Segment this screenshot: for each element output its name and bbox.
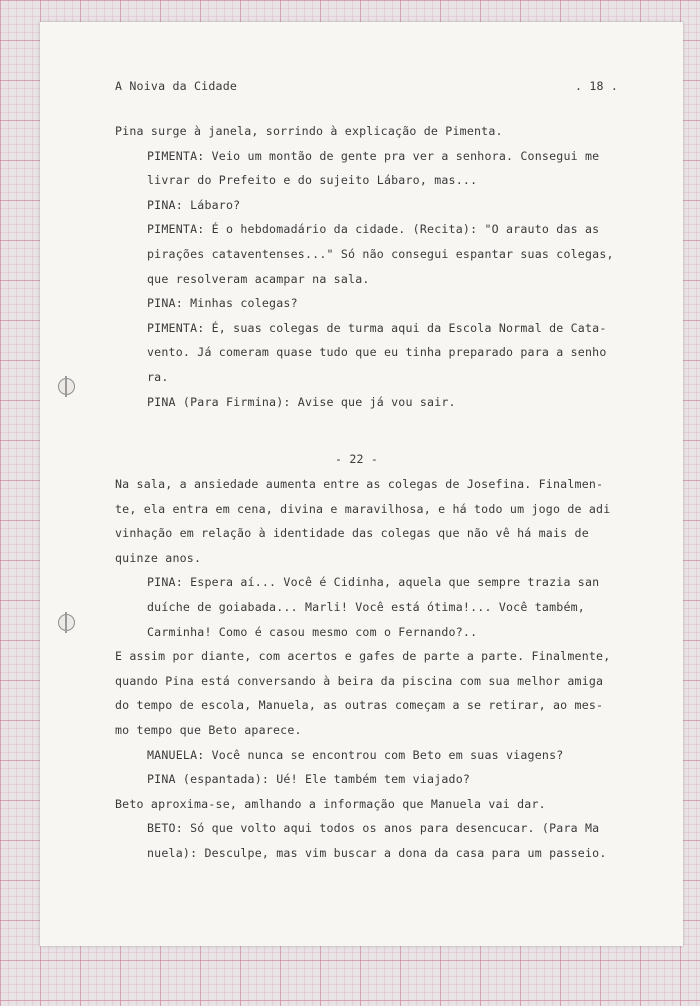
text-line: PINA: Minhas colegas? (147, 296, 298, 311)
text-line: pirações cataventenses..." Só não consegui espantar suas colegas, (147, 247, 614, 261)
text-line: MANUELA: Você nunca se encontrou com Beto em suas viagens? (147, 747, 564, 762)
scene-number: - 22 - (335, 452, 379, 466)
text-line: Na sala, a ansiedade aumenta entre as colegas de Josefina. Finalmen- (115, 477, 604, 491)
text-line: que resolveram acampar na sala. (147, 271, 370, 286)
text-line: vento. Já comeram quase tudo que eu tinha preparado para a senho (147, 345, 607, 360)
text-line: quinze anos. (115, 550, 202, 565)
text-line: PIMENTA: Veio um montão de gente pra ver a senhora. Consegui me (147, 148, 600, 163)
bleed-through-mark (370, 927, 500, 951)
text-line: PINA (espantada): Ué! Ele também tem viajado? (147, 772, 471, 787)
text-line: Carminha! Como é casou mesmo com o Fernando?.. (147, 624, 478, 639)
typed-page (40, 22, 683, 946)
document-title: A Noiva da Cidade (115, 79, 238, 93)
punch-hole-top (58, 378, 75, 395)
text-line: PINA: Espera aí... Você é Cidinha, aquela que sempre trazia san (147, 575, 600, 590)
text-line: PIMENTA: É, suas colegas de turma aqui da Escola Normal de Cata- (147, 320, 607, 335)
text-line: nuela): Desculpe, mas vim buscar a dona da casa para um passeio. (147, 846, 607, 860)
text-line: ra. (147, 370, 169, 384)
text-line: PIMENTA: É o hebdomadário da cidade. (Recita): "O arauto das as (147, 222, 600, 237)
text-line: do tempo de escola, Manuela, as outras começam a se retirar, ao mes- (115, 698, 604, 713)
text-line: Pina surge à janela, sorrindo à explicação de Pimenta. (115, 124, 503, 138)
text-line: te, ela entra em cena, divina e maravilhosa, e há todo um jogo de adi (115, 501, 611, 516)
text-line: Beto aproxima-se, amlhando a informação que Manuela vai dar. (115, 796, 546, 811)
page-number: . 18 . (575, 79, 619, 93)
text-line: vinhação em relação à identidade das colegas que não vê há mais de (115, 526, 589, 541)
text-line: BETO: Só que volto aqui todos os anos para desencucar. (Para Ma (147, 821, 600, 836)
text-body (115, 124, 614, 860)
text-line: PINA: Lábaro? (147, 197, 241, 212)
text-line: quando Pina está conversando à beira da piscina com sua melhor amiga (115, 673, 604, 688)
text-line: PINA (Para Firmina): Avise que já vou sair. (147, 394, 456, 409)
text-line: duíche de goiabada... Marli! Você está ótima!... Você também, (147, 600, 585, 614)
text-line: mo tempo que Beto aparece. (115, 723, 302, 737)
text-line: livrar do Prefeito e do sujeito Lábaro, mas... (147, 173, 478, 188)
punch-hole-bottom (58, 614, 75, 631)
text-line: E assim por diante, com acertos e gafes de parte a parte. Finalmente, (115, 649, 611, 664)
